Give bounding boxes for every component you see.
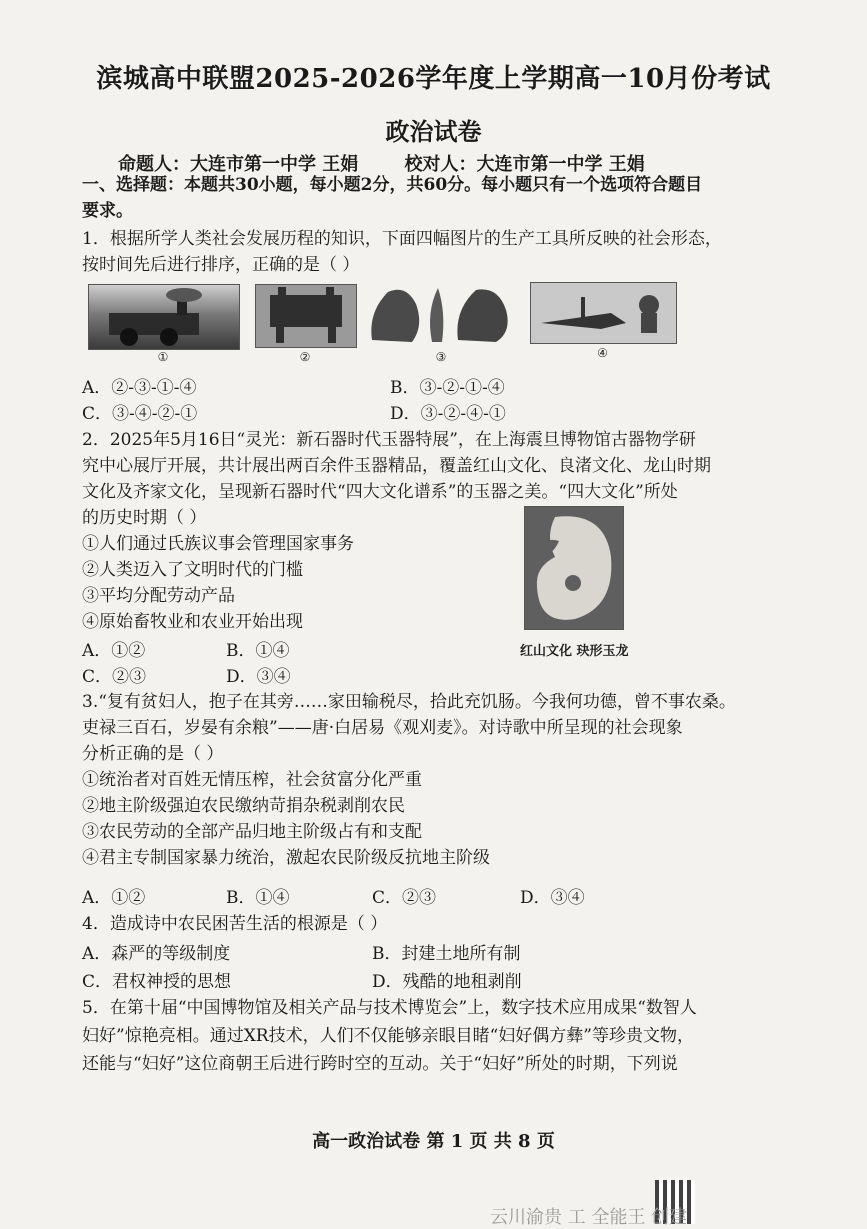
q3-stem: 3.“复有贫妇人，抱子在其旁……家田输税尽，拾此充饥肠。今我何功德，曾不事农桑。 [82, 692, 736, 712]
q5-stem-cont: 妇好”惊艳亮相。通过XR技术，人们不仅能够亲眼目睹“妇好偶方彝”等珍贵文物， [82, 1026, 694, 1046]
q2-option-c[interactable]: C．②③ [82, 667, 147, 687]
q4-stem: 4．造成诗中农民困苦生活的根源是（ ） [82, 914, 388, 934]
q3-stem-cont: 吏禄三百石，岁晏有余粮”——唐·白居易《观刈麦》。对诗歌中所呈现的社会现象 [82, 718, 683, 738]
q3-stem-cont: 分析正确的是（ ） [82, 744, 224, 764]
page-footer: 高一政治试卷 第 1 页 共 8 页 [312, 1131, 555, 1152]
q2-option-b[interactable]: B．①④ [226, 641, 290, 661]
section-heading: 一、选择题：本题共30小题，每小题2分，共60分。每小题只有一个选项符合题目 [82, 175, 703, 195]
q1-option-d[interactable]: D．③-②-④-① [390, 404, 506, 424]
q2-option-d[interactable]: D．③④ [226, 667, 291, 687]
checker: 校对人：大连市第一中学 王娟 [404, 154, 645, 175]
bronze-ding-icon [256, 285, 356, 347]
q4-option-a[interactable]: A．森严的等级制度 [82, 944, 231, 964]
q4-option-b[interactable]: B．封建土地所有制 [372, 944, 521, 964]
steam-engine-image [88, 284, 240, 350]
q3-option-d[interactable]: D．③④ [520, 888, 585, 908]
q2-stem-cont: 究中心展厅开展，共计展出两百余件玉器精品，覆盖红山文化、良渚文化、龙山时期 [82, 456, 711, 476]
q3-item-2: ②地主阶级强迫农民缴纳苛捐杂税剥削农民 [82, 796, 405, 816]
q1-option-b[interactable]: B．③-②-①-④ [390, 378, 505, 398]
setter: 命题人：大连市第一中学 王娟 [118, 154, 359, 175]
q2-stem-cont: 的历史时期（ ） [82, 508, 207, 528]
stone-tools-image [366, 282, 516, 348]
bronze-ding-image [255, 284, 357, 348]
q4-option-c[interactable]: C．君权神授的思想 [82, 972, 232, 992]
scanner-watermark: 云川渝贵 工 全能王 创建 [490, 1207, 688, 1228]
jade-dragon-caption: 红山文化 玦形玉龙 [520, 644, 629, 659]
q2-item-4: ④原始畜牧业和农业开始出现 [82, 612, 303, 632]
q2-item-2: ②人类迈入了文明时代的门槛 [82, 560, 303, 580]
q3-option-c[interactable]: C．②③ [372, 888, 437, 908]
section-heading-cont: 要求。 [82, 201, 133, 221]
jade-dragon-image [524, 506, 624, 630]
q3-item-4: ④君主专制国家暴力统治，激起农民阶级反抗地主阶级 [82, 848, 490, 868]
q2-item-1: ①人们通过氏族议事会管理国家事务 [82, 534, 354, 554]
q3-option-b[interactable]: B．①④ [226, 888, 290, 908]
exam-subtitle: 政治试卷 [385, 117, 482, 146]
steam-engine-icon [89, 285, 239, 349]
q4-option-d[interactable]: D．残酷的地租剥削 [372, 972, 522, 992]
q3-item-1: ①统治者对百姓无情压榨，社会贫富分化严重 [82, 770, 422, 790]
q2-item-3: ③平均分配劳动产品 [82, 586, 235, 606]
jade-dragon-icon [525, 507, 623, 629]
q1-option-c[interactable]: C．③-④-②-① [82, 404, 198, 424]
q1-stem: 1．根据所学人类社会发展历程的知识，下面四幅图片的生产工具所反映的社会形态， [82, 229, 722, 249]
q5-stem: 5．在第十届“中国博物馆及相关产品与技术博览会”上，数字技术应用成果“数智人 [82, 998, 697, 1018]
image-3-caption: ③ [435, 350, 447, 364]
q2-option-a[interactable]: A．①② [82, 641, 146, 661]
ox-plough-image [530, 282, 677, 344]
q3-item-3: ③农民劳动的全部产品归地主阶级占有和支配 [82, 822, 422, 842]
q2-stem-cont: 文化及齐家文化，呈现新石器时代“四大文化谱系”的玉器之美。“四大文化”所处 [82, 482, 678, 502]
q1-option-a[interactable]: A．②-③-①-④ [82, 378, 197, 398]
stone-axe-icon [366, 282, 516, 348]
image-4-caption: ④ [597, 346, 608, 360]
q3-option-a[interactable]: A．①② [82, 888, 146, 908]
image-1-caption: ① [157, 350, 169, 364]
q2-stem: 2．2025年5月16日“灵光：新石器时代玉器特展”，在上海震旦博物馆古器物学研 [82, 430, 696, 450]
image-2-caption: ② [299, 350, 311, 364]
q1-stem-cont: 按时间先后进行排序，正确的是（ ） [82, 255, 360, 275]
exam-title: 滨城高中联盟2025-2026学年度上学期高一10月份考试 [96, 64, 771, 94]
q5-stem-cont: 还能与“妇好”这位商朝王后进行跨时空的互动。关于“妇好”所处的时期，下列说 [82, 1054, 678, 1074]
plough-icon [531, 283, 676, 343]
